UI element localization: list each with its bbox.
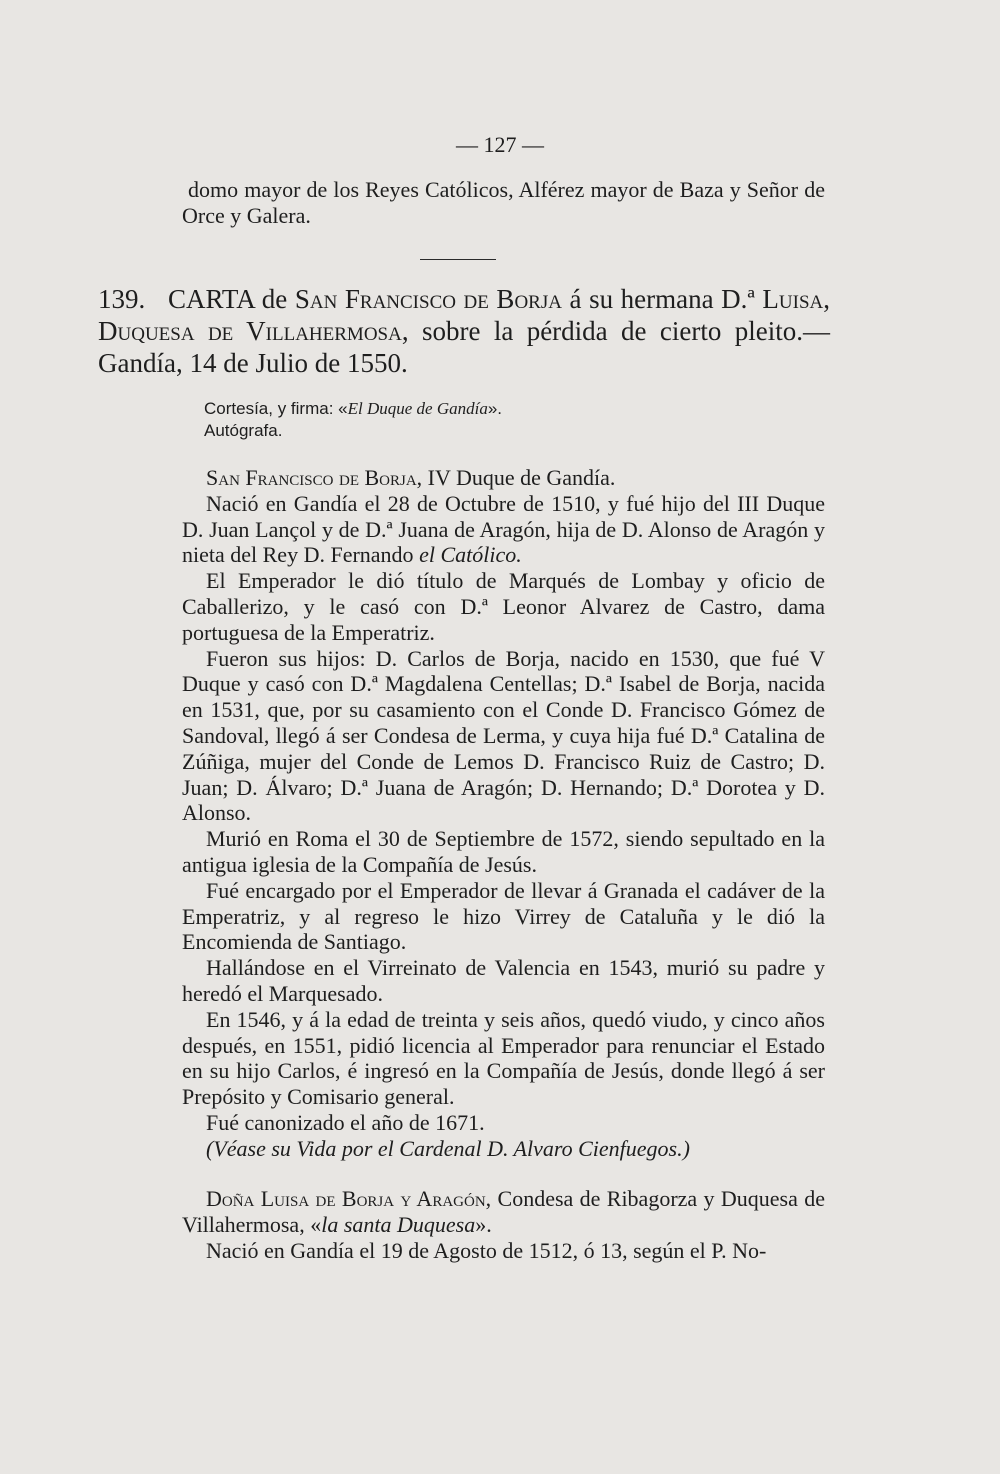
heading-text-2: á su hermana D.ª	[561, 284, 763, 314]
bio-paragraph: Nació en Gandía el 19 de Agosto de 1512, ó 13, según el P. No-	[206, 1237, 767, 1263]
bio-title: Doña Luisa de Borja y Aragón, Condesa de Ribagorza y Duquesa de Villahermosa, «la santa Duquesa».	[182, 1186, 825, 1237]
signature-text: El Duque de Gandía	[347, 399, 488, 418]
bio-paragraph: Nació en Gandía el 28 de Octubre de 1510, y fué hijo del III Duque D. Juan Lançol y de D.ª Juana de Aragón, hija de D. Alonso de Aragón y nieta del Rey D. Fernando el Católico.	[182, 490, 825, 568]
heading-name-2: Luisa, Duquesa de Villahermosa	[98, 284, 831, 346]
heading-text-1: CARTA de	[168, 284, 295, 314]
bio-paragraph: Fué canonizado el año de 1671.	[206, 1109, 485, 1135]
section-divider	[420, 259, 496, 260]
bio-paragraph: Fué encargado por el Emperador de llevar á Granada el cadáver de la Emperatriz, y al regreso le hizo Virrey de Cataluña y le dió la Encomienda de Santiago.	[182, 877, 825, 955]
bio-paragraph: El Emperador le dió título de Marqués de Lombay y oficio de Caballerizo, y le casó con D.ª Leonor Alvarez de Castro, dama portuguesa de la Emperatriz.	[182, 568, 825, 645]
entry-notes	[204, 398, 502, 442]
entry-number: 139.	[98, 284, 146, 314]
bio-paragraph: Fueron sus hijos: D. Carlos de Borja, nacido en 1530, que fué V Duque y casó con D.ª Magdalena Centellas; D.ª Isabel de Borja, nacida en 1531, que, por su casamiento con el Conde D. Francisco Gómez de Sandoval, llegó á ser Condesa de Lerma, y cuya hija fué D.ª Catalina de Zúñiga, mujer del Conde de Lemos D. Francisco Ruiz de Castro; D. Juan; D. Álvaro; D.ª Juana de Aragón; D. Hernando; D.ª Dorotea y D. Alonso.	[182, 645, 825, 826]
bio-paragraph: Hallándose en el Virreinato de Valencia en 1543, murió su padre y heredó el Marquesado.	[182, 955, 825, 1006]
heading-name-1: San Francisco de Borja	[294, 284, 562, 314]
page-number: — 127 —	[456, 132, 544, 157]
bio-title: San Francisco de Borja, IV Duque de Gandía.	[206, 465, 616, 490]
note-autograph: Autógrafa.	[204, 421, 283, 440]
bio-paragraph: Murió en Roma el 30 de Septiembre de 1572, siendo sepultado en la antigua iglesia de la Compañía de Jesús.	[182, 826, 825, 877]
note-signature: Cortesía, y firma: «El Duque de Gandía».	[204, 399, 503, 418]
bio-reference: (Véase su Vida por el Cardenal D. Alvaro Cienfuegos.)	[206, 1135, 690, 1161]
continuation-paragraph: domo mayor de los Reyes Católicos, Alférez mayor de Baza y Señor de Orce y Galera.	[182, 177, 825, 228]
biography-francisco	[182, 465, 825, 1162]
entry-heading	[98, 283, 830, 379]
heading-text-3: , sobre la pérdida de cierto pleito.—Gandía, 14 de Julio de 1550.	[98, 316, 830, 378]
biography-luisa	[182, 1186, 825, 1263]
bio-paragraph: En 1546, y á la edad de treinta y seis años, quedó viudo, y cinco años después, en 1551, pidió licencia al Emperador para renunciar el Estado en su hijo Carlos, é ingresó en la Compañía de Jesús, donde llegó á ser Prepósito y Comisario general.	[182, 1006, 825, 1110]
